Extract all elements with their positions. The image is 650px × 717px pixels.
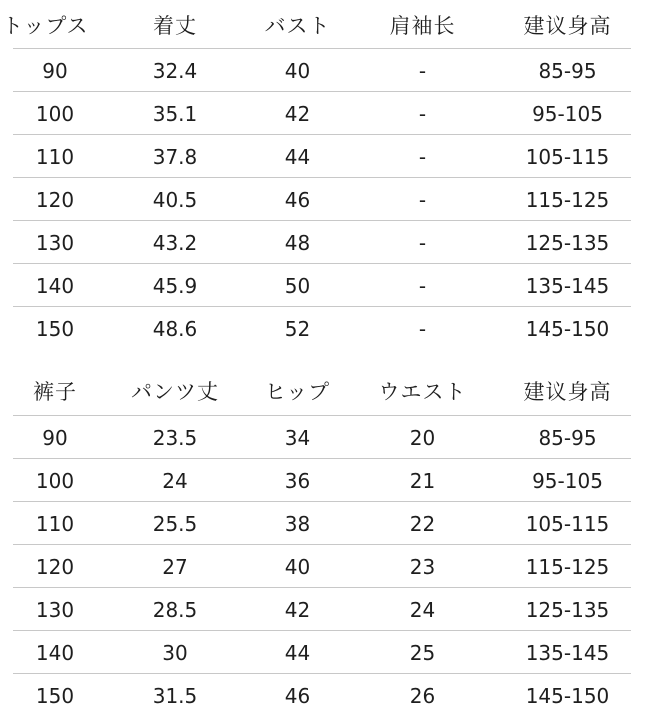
height-cell: 145-150 <box>525 316 610 341</box>
height-cell: 95-105 <box>532 101 603 126</box>
size-cell: 140 <box>35 273 75 298</box>
length-cell: 27 <box>162 554 188 579</box>
table-row <box>0 416 650 459</box>
size-cell: 90 <box>42 425 68 450</box>
table-row <box>0 502 650 545</box>
pants-header-waist: ウエスト <box>378 380 467 404</box>
sleeve-cell: - <box>418 316 427 341</box>
bust-cell: 52 <box>284 316 311 341</box>
tops-size-table <box>0 0 650 350</box>
hip-cell: 40 <box>284 554 311 579</box>
size-cell: 100 <box>35 101 75 126</box>
hip-cell: 44 <box>284 640 311 665</box>
pants-header-category: 裤子 <box>33 380 77 404</box>
height-cell: 145-150 <box>525 683 610 708</box>
bust-cell: 48 <box>284 230 311 255</box>
table-row <box>0 92 650 135</box>
table-row <box>0 221 650 264</box>
waist-cell: 23 <box>409 554 436 579</box>
tops-header-row <box>0 0 650 49</box>
table-row <box>0 49 650 92</box>
waist-cell: 20 <box>409 425 436 450</box>
sleeve-cell: - <box>418 273 427 298</box>
bust-cell: 46 <box>284 187 311 212</box>
length-cell: 48.6 <box>152 316 198 341</box>
tops-header-length: 着丈 <box>153 13 197 38</box>
height-cell: 105-115 <box>525 144 610 169</box>
size-cell: 100 <box>35 468 75 493</box>
length-cell: 31.5 <box>152 683 198 708</box>
length-cell: 25.5 <box>152 511 198 536</box>
size-cell: 130 <box>35 230 75 255</box>
pants-header-length: パンツ丈 <box>131 380 219 404</box>
sleeve-cell: - <box>418 187 427 212</box>
length-cell: 23.5 <box>152 425 198 450</box>
tops-header-bust: バスト <box>264 13 331 38</box>
size-cell: 120 <box>35 554 75 579</box>
hip-cell: 34 <box>284 425 311 450</box>
pants-header-height: 建议身高 <box>523 380 612 404</box>
length-cell: 35.1 <box>152 101 198 126</box>
bust-cell: 50 <box>284 273 311 298</box>
size-cell: 130 <box>35 597 75 622</box>
table-row <box>0 307 650 350</box>
size-cell: 110 <box>35 144 75 169</box>
height-cell: 85-95 <box>538 425 597 450</box>
height-cell: 115-125 <box>525 554 610 579</box>
tops-header-category: トップス <box>2 13 89 38</box>
pants-size-table <box>0 366 650 717</box>
sleeve-cell: - <box>418 144 427 169</box>
hip-cell: 36 <box>284 468 311 493</box>
table-row <box>0 631 650 674</box>
hip-cell: 42 <box>284 597 311 622</box>
bust-cell: 40 <box>284 58 311 83</box>
length-cell: 30 <box>162 640 188 665</box>
height-cell: 125-135 <box>525 230 610 255</box>
bust-cell: 44 <box>284 144 311 169</box>
height-cell: 95-105 <box>532 468 603 493</box>
sleeve-cell: - <box>418 101 427 126</box>
length-cell: 43.2 <box>152 230 198 255</box>
size-cell: 110 <box>35 511 75 536</box>
waist-cell: 26 <box>409 683 436 708</box>
length-cell: 24 <box>162 468 188 493</box>
waist-cell: 24 <box>409 597 436 622</box>
length-cell: 28.5 <box>152 597 198 622</box>
table-row <box>0 545 650 588</box>
pants-header-hip: ヒップ <box>264 380 331 404</box>
length-cell: 37.8 <box>152 144 198 169</box>
sleeve-cell: - <box>418 58 427 83</box>
sleeve-cell: - <box>418 230 427 255</box>
table-row <box>0 178 650 221</box>
size-cell: 150 <box>35 683 75 708</box>
hip-cell: 46 <box>284 683 311 708</box>
size-cell: 150 <box>35 316 75 341</box>
height-cell: 115-125 <box>525 187 610 212</box>
height-cell: 105-115 <box>525 511 610 536</box>
pants-header-row <box>0 366 650 416</box>
table-row <box>0 264 650 307</box>
waist-cell: 22 <box>409 511 436 536</box>
tops-header-height: 建议身高 <box>523 13 612 38</box>
waist-cell: 25 <box>409 640 436 665</box>
size-cell: 140 <box>35 640 75 665</box>
bust-cell: 42 <box>284 101 311 126</box>
height-cell: 85-95 <box>538 58 597 83</box>
length-cell: 40.5 <box>152 187 198 212</box>
length-cell: 32.4 <box>152 58 198 83</box>
length-cell: 45.9 <box>152 273 198 298</box>
table-row <box>0 135 650 178</box>
hip-cell: 38 <box>284 511 311 536</box>
waist-cell: 21 <box>409 468 436 493</box>
size-cell: 90 <box>42 58 68 83</box>
height-cell: 135-145 <box>525 273 610 298</box>
table-row <box>0 588 650 631</box>
table-row <box>0 459 650 502</box>
tops-header-sleeve: 肩袖长 <box>389 13 456 38</box>
size-cell: 120 <box>35 187 75 212</box>
height-cell: 135-145 <box>525 640 610 665</box>
height-cell: 125-135 <box>525 597 610 622</box>
